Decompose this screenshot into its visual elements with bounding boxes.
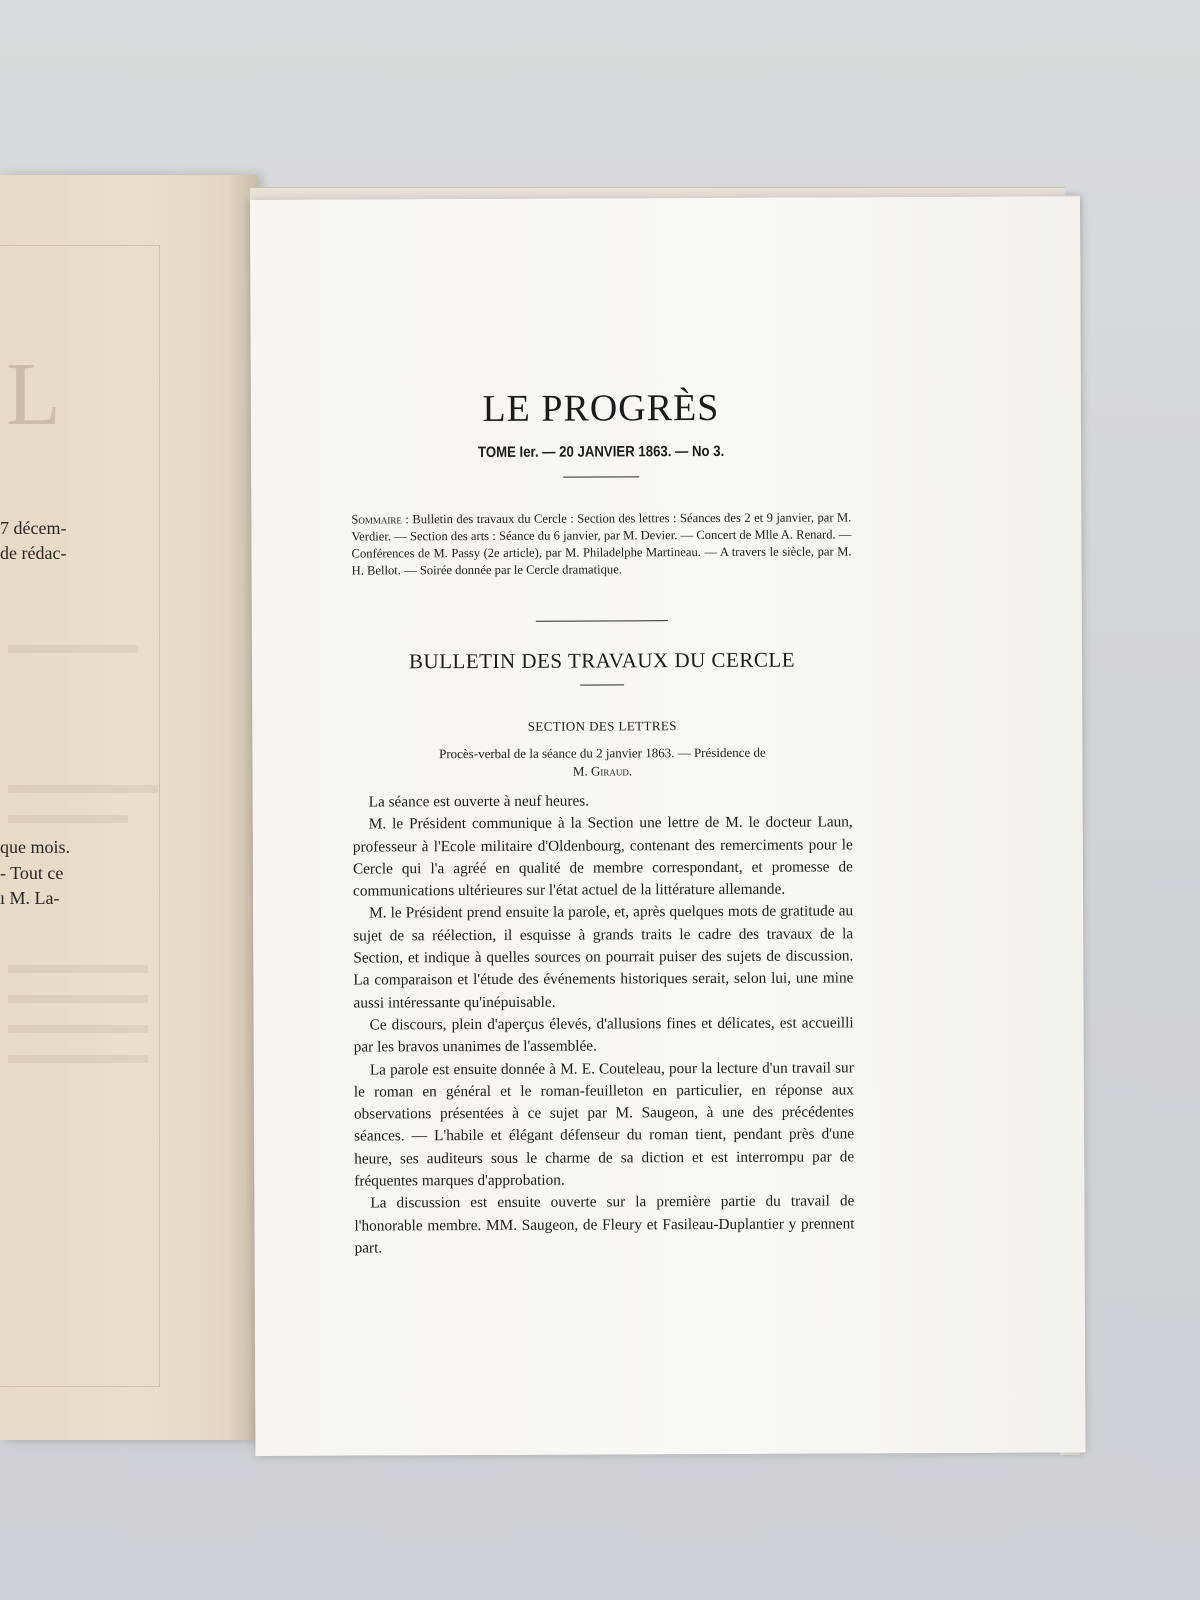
sommaire-divider: [536, 620, 668, 622]
sommaire-block: [351, 509, 851, 579]
paragraph: M. le Président communique à la Section une lettre de M. le docteur Laun, professeur à l'Ecole militaire d'Oldenbourg, contenant des remerciments pour le Cercle qui l'a agréé en qualité de membre correspondant, et promesse de communications ultérieures sur l'état actuel de la littérature allemande.: [352, 813, 853, 900]
left-page-faded-text: [8, 1025, 148, 1033]
proces-verbal-line: [352, 743, 852, 781]
left-page-line-3: que mois.: [0, 837, 70, 857]
paragraph: La séance est ouverte à neuf heures.: [368, 792, 590, 811]
paragraph: La discussion est ensuite ouverte sur la première partie du travail de l'honorable membre. MM. Saugeon, de Fleury et Fasileau-Duplantier y prennent part.: [354, 1192, 855, 1257]
left-page-faded-text: [8, 645, 138, 653]
bulletin-heading: BULLETIN DES TRAVAUX DU CERCLE: [408, 647, 796, 674]
left-page-faded-text: [8, 965, 148, 973]
left-page-line-5: ı M. La-: [0, 888, 60, 908]
bulletin-divider: [580, 684, 624, 685]
left-page-line-4: - Tout ce: [0, 863, 64, 883]
document-page: [250, 196, 1085, 1456]
left-page-faded-text: [8, 785, 158, 793]
left-page-line-2: de rédac-: [0, 543, 67, 563]
paragraph: La parole est ensuite donnée à M. E. Couteleau, pour la lecture d'un travail sur le roman en général et le roman-feuilleton en particulier, en réponse aux observations présentées à ce sujet par M. Saugeon, à une des précédentes séances. — L'habile et élégant défenseur du roman tient, pendant près d'une heure, ses auditeurs sous le charme de sa diction et est interrompu par de fréquentes marques d'approbation.: [353, 1058, 855, 1190]
sommaire-label: Sommaire :: [351, 512, 409, 527]
proces-verbal-line-1: Procès-verbal de la séance du 2 janvier 1863. — Présidence de: [439, 744, 766, 762]
body-text: [353, 789, 855, 1259]
sommaire-text: Bulletin des travaux du Cercle : Section des lettres : Séances des 2 et 9 janvier, par M. Verdier. — Section des arts : Séance du 6 janvier, par M. Devier. — Concert de Mlle A. Renard. — Conférences de M. Passy (2e article), par M. Philadelphe Martineau. — A travers le siècle, par M. H. Bellot. — Soirée donnée par le Cercle dramatique.: [351, 510, 852, 578]
issue-line: TOME Ier. — 20 JANVIER 1863. — No 3.: [477, 442, 725, 462]
paragraph: M. le Président prend ensuite la parole, et, après quelques mots de gratitude au sujet de sa réélection, il esquisse à grands traits le cadre des travaux de la Section, et indique à quelles sources on pourrait puiser des sujets de discussion. La comparaison et l'étude des événements historiques serait, selon lui, une mine aussi intéressante qu'inépuisable.: [353, 902, 854, 1012]
proces-verbal-line-2: M. Giraud.: [572, 763, 633, 779]
left-page-line-1: 7 décem-: [0, 518, 67, 538]
paragraph: Ce discours, plein d'aperçus élevés, d'allusions fines et délicates, est accueilli par les bravos unanimes de l'assemblée.: [353, 1014, 854, 1056]
left-page-faded-text: [8, 995, 148, 1003]
section-heading: SECTION DES LETTRES: [527, 718, 677, 734]
title-divider: [563, 476, 639, 477]
document-title: LE PROGRÈS: [482, 386, 720, 430]
left-page-faded-text: [8, 815, 128, 823]
left-page-faded-letter: L: [6, 345, 61, 444]
left-page: [0, 175, 257, 1440]
left-page-faded-text: [8, 1055, 148, 1063]
